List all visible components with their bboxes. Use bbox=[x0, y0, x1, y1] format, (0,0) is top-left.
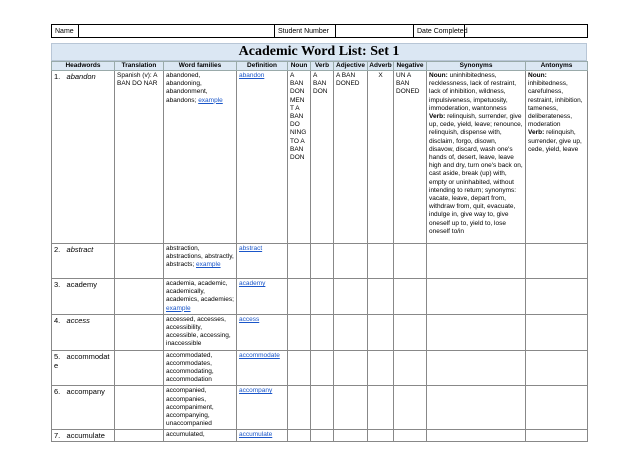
definition-link[interactable]: accumulate bbox=[239, 431, 273, 439]
col-adverb: Adverb bbox=[369, 62, 392, 69]
headword: abstract bbox=[66, 245, 94, 254]
date-completed-field[interactable] bbox=[465, 25, 588, 38]
definition-link[interactable]: abandon bbox=[239, 72, 265, 79]
translation-cell: Spanish (v): A BAN DO NAR bbox=[115, 71, 164, 244]
translation-cell bbox=[115, 279, 164, 315]
row-number: 1. bbox=[54, 72, 61, 81]
name-label: Name bbox=[52, 25, 79, 38]
page-title: Academic Word List: Set 1 bbox=[51, 43, 587, 61]
definition-link[interactable]: abstract bbox=[239, 245, 263, 252]
word-families-cell: accumulated, bbox=[164, 430, 237, 442]
adjective-cell: A BAN DONED bbox=[334, 71, 368, 244]
table-row bbox=[52, 279, 588, 315]
col-adjective: Adjective bbox=[334, 62, 368, 71]
definition-link[interactable]: accommodate bbox=[239, 351, 280, 359]
col-verb: Verb bbox=[311, 62, 334, 71]
headword-cell: 5. accommodate bbox=[52, 350, 115, 386]
example-link[interactable]: example bbox=[166, 304, 191, 312]
col-translation: Translation bbox=[115, 62, 164, 71]
table-row bbox=[52, 71, 588, 244]
translation-cell bbox=[115, 386, 164, 430]
headword: accumulate bbox=[66, 431, 105, 441]
word-families-cell: accessed, accesses, accessibility, accessible, accessing, inaccessible bbox=[164, 314, 237, 350]
date-completed-label: Date Completed bbox=[414, 25, 465, 38]
headword: access bbox=[66, 315, 90, 325]
word-families-cell: abstraction, abstractions, abstractly, abstracts; example bbox=[164, 244, 237, 279]
col-definition: Definition bbox=[237, 62, 288, 71]
table-row bbox=[52, 430, 588, 442]
col-noun: Noun bbox=[288, 62, 311, 71]
name-field[interactable] bbox=[79, 25, 275, 38]
example-link[interactable]: example bbox=[198, 96, 223, 104]
definition-cell bbox=[237, 386, 288, 430]
translation-cell bbox=[115, 244, 164, 279]
word-families-cell: accommodated, accommodates, accommodating, accommodation bbox=[164, 350, 237, 386]
definition-cell bbox=[237, 71, 288, 244]
col-word-families: Word families bbox=[164, 62, 237, 71]
definition-link[interactable]: academy bbox=[239, 280, 266, 287]
antonyms-cell: Noun: inhibitedness, carefulness, restraint, inhibition, tameness, deliberateness, moderation Verb: relinquish, surrender, give up, cede, yield, leave bbox=[526, 71, 588, 244]
headword: academy bbox=[66, 280, 97, 289]
table-row bbox=[52, 386, 588, 430]
student-number-label: Student Number bbox=[275, 25, 336, 38]
word-list-table bbox=[51, 61, 588, 442]
headword: accommodate bbox=[54, 351, 110, 370]
word-families-cell: abandoned, abandoning, abandonment, abandons; example bbox=[164, 71, 237, 244]
definition-cell bbox=[237, 430, 288, 442]
synonyms-cell: Noun: uninhibitedness, recklessness, lack of restraint, lack of inhibition, wildness, impulsiveness, impetuosity, immoderation, wantonness Verb: relinquish, surrender, give up, cede, yield, leave; renounce, relinquish, dispense with, disclaim, forgo, disown, disavow, discard, wash one's hands of, desert, leave, leave high and dry, turn one's back on, cast aside, break (up) with, empty or uninhabited, without intending to return; synonyms: vacate, leave, depart from, withdraw from, quit, evacuate, indulge in, give way to, give oneself up to, yield to, lose oneself to/in bbox=[427, 71, 526, 244]
definition-cell bbox=[237, 350, 288, 386]
student-number-field[interactable] bbox=[336, 25, 414, 38]
headword: accompany bbox=[66, 387, 105, 397]
col-antonyms: Antonyms bbox=[526, 62, 588, 71]
definition-link[interactable]: accompany bbox=[239, 387, 273, 395]
headword-cell: 2. abstract bbox=[52, 244, 115, 279]
table-row bbox=[52, 350, 588, 386]
table-row bbox=[52, 244, 588, 279]
headword-cell: 7. accumulate bbox=[52, 430, 115, 442]
headword: abandon bbox=[66, 72, 96, 81]
definition-cell bbox=[237, 244, 288, 279]
translation-cell bbox=[115, 430, 164, 442]
headword-cell: 4. access bbox=[52, 314, 115, 350]
definition-cell bbox=[237, 279, 288, 315]
column-headers bbox=[52, 62, 588, 71]
headword-cell bbox=[52, 71, 115, 244]
headword-cell: 6. accompany bbox=[52, 386, 115, 430]
example-link[interactable]: example bbox=[196, 261, 221, 269]
negative-cell: UN A BAN DONED bbox=[394, 71, 427, 244]
adverb-cell: X bbox=[368, 71, 394, 244]
headword-cell: 3. academy bbox=[52, 279, 115, 315]
word-families-cell: accompanied, accompanies, accompaniment, accompanying, unaccompanied bbox=[164, 386, 237, 430]
col-headwords: Headwords bbox=[52, 62, 115, 71]
student-info-header bbox=[51, 24, 588, 38]
translation-cell bbox=[115, 350, 164, 386]
definition-link[interactable]: access bbox=[239, 315, 260, 323]
table-row bbox=[52, 314, 588, 350]
word-families-cell: academia, academic, academically, academics, academies; example bbox=[164, 279, 237, 315]
col-synonyms: Synonyms bbox=[427, 62, 526, 71]
translation-cell bbox=[115, 314, 164, 350]
noun-cell: A BAN DON MENT A BAN DO NING TO A BAN DON bbox=[288, 71, 311, 244]
definition-cell bbox=[237, 314, 288, 350]
verb-cell: A BAN DON bbox=[311, 71, 334, 244]
col-negative: Negative bbox=[394, 62, 427, 71]
